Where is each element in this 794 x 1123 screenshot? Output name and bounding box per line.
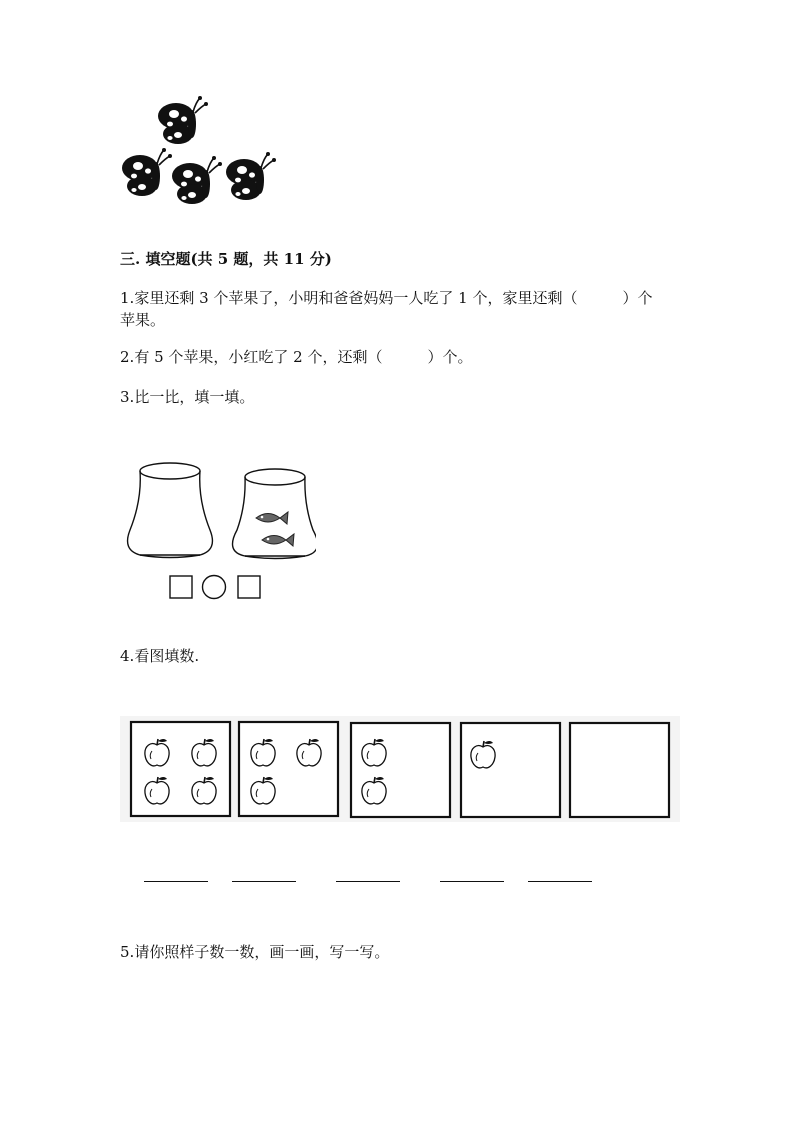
question-number: 2. [120, 348, 135, 366]
question-text: 有 5 个苹果，小红吃了 2 个，还剩（ ）个。 [134, 348, 473, 366]
apple-box-2 [239, 722, 338, 816]
question-number: 4. [120, 647, 135, 665]
fishbowl-figure [120, 460, 316, 605]
question-5 [120, 941, 389, 963]
question-4 [120, 645, 199, 667]
butterfly-icon [172, 156, 222, 204]
butterfly-icon [122, 148, 172, 196]
question-text: 请你照样子数一数，画一画，写一写。 [134, 943, 390, 961]
question-text: 看图填数. [134, 647, 200, 665]
section-title: 三. 填空题(共 5 题，共 11 分) [120, 250, 332, 268]
answer-line[interactable] [144, 881, 208, 882]
fish-bowl [233, 469, 317, 559]
comparison-circle[interactable] [203, 576, 226, 599]
answer-line[interactable] [528, 881, 592, 882]
answer-square-left[interactable] [170, 576, 192, 598]
apple-box-3 [351, 723, 450, 817]
apple-box-4 [461, 723, 560, 817]
question-number: 3. [120, 388, 135, 406]
answer-line[interactable] [232, 881, 296, 882]
fish-icon [262, 534, 294, 546]
question-text: 家里还剩 3 个苹果了，小明和爸爸妈妈一人吃了 1 个，家里还剩（ ）个 [134, 289, 653, 307]
apple-boxes-figure [120, 712, 680, 824]
apple-box-1 [131, 722, 230, 816]
answer-line[interactable] [440, 881, 504, 882]
question-1 [120, 287, 680, 331]
question-text: 比一比，填一填。 [134, 388, 255, 406]
question-2 [120, 346, 472, 368]
answer-line[interactable] [336, 881, 400, 882]
question-number: 5. [120, 943, 135, 961]
empty-bowl [128, 463, 213, 558]
apple-box-5 [570, 723, 669, 817]
question-text-continued: 苹果。 [120, 311, 166, 329]
butterfly-icon [158, 96, 208, 144]
fish-icon [256, 512, 288, 524]
question-number: 1. [120, 289, 135, 307]
answer-square-right[interactable] [238, 576, 260, 598]
butterfly-icon [226, 152, 276, 200]
question-3 [120, 386, 254, 408]
butterflies-figure [118, 92, 286, 212]
